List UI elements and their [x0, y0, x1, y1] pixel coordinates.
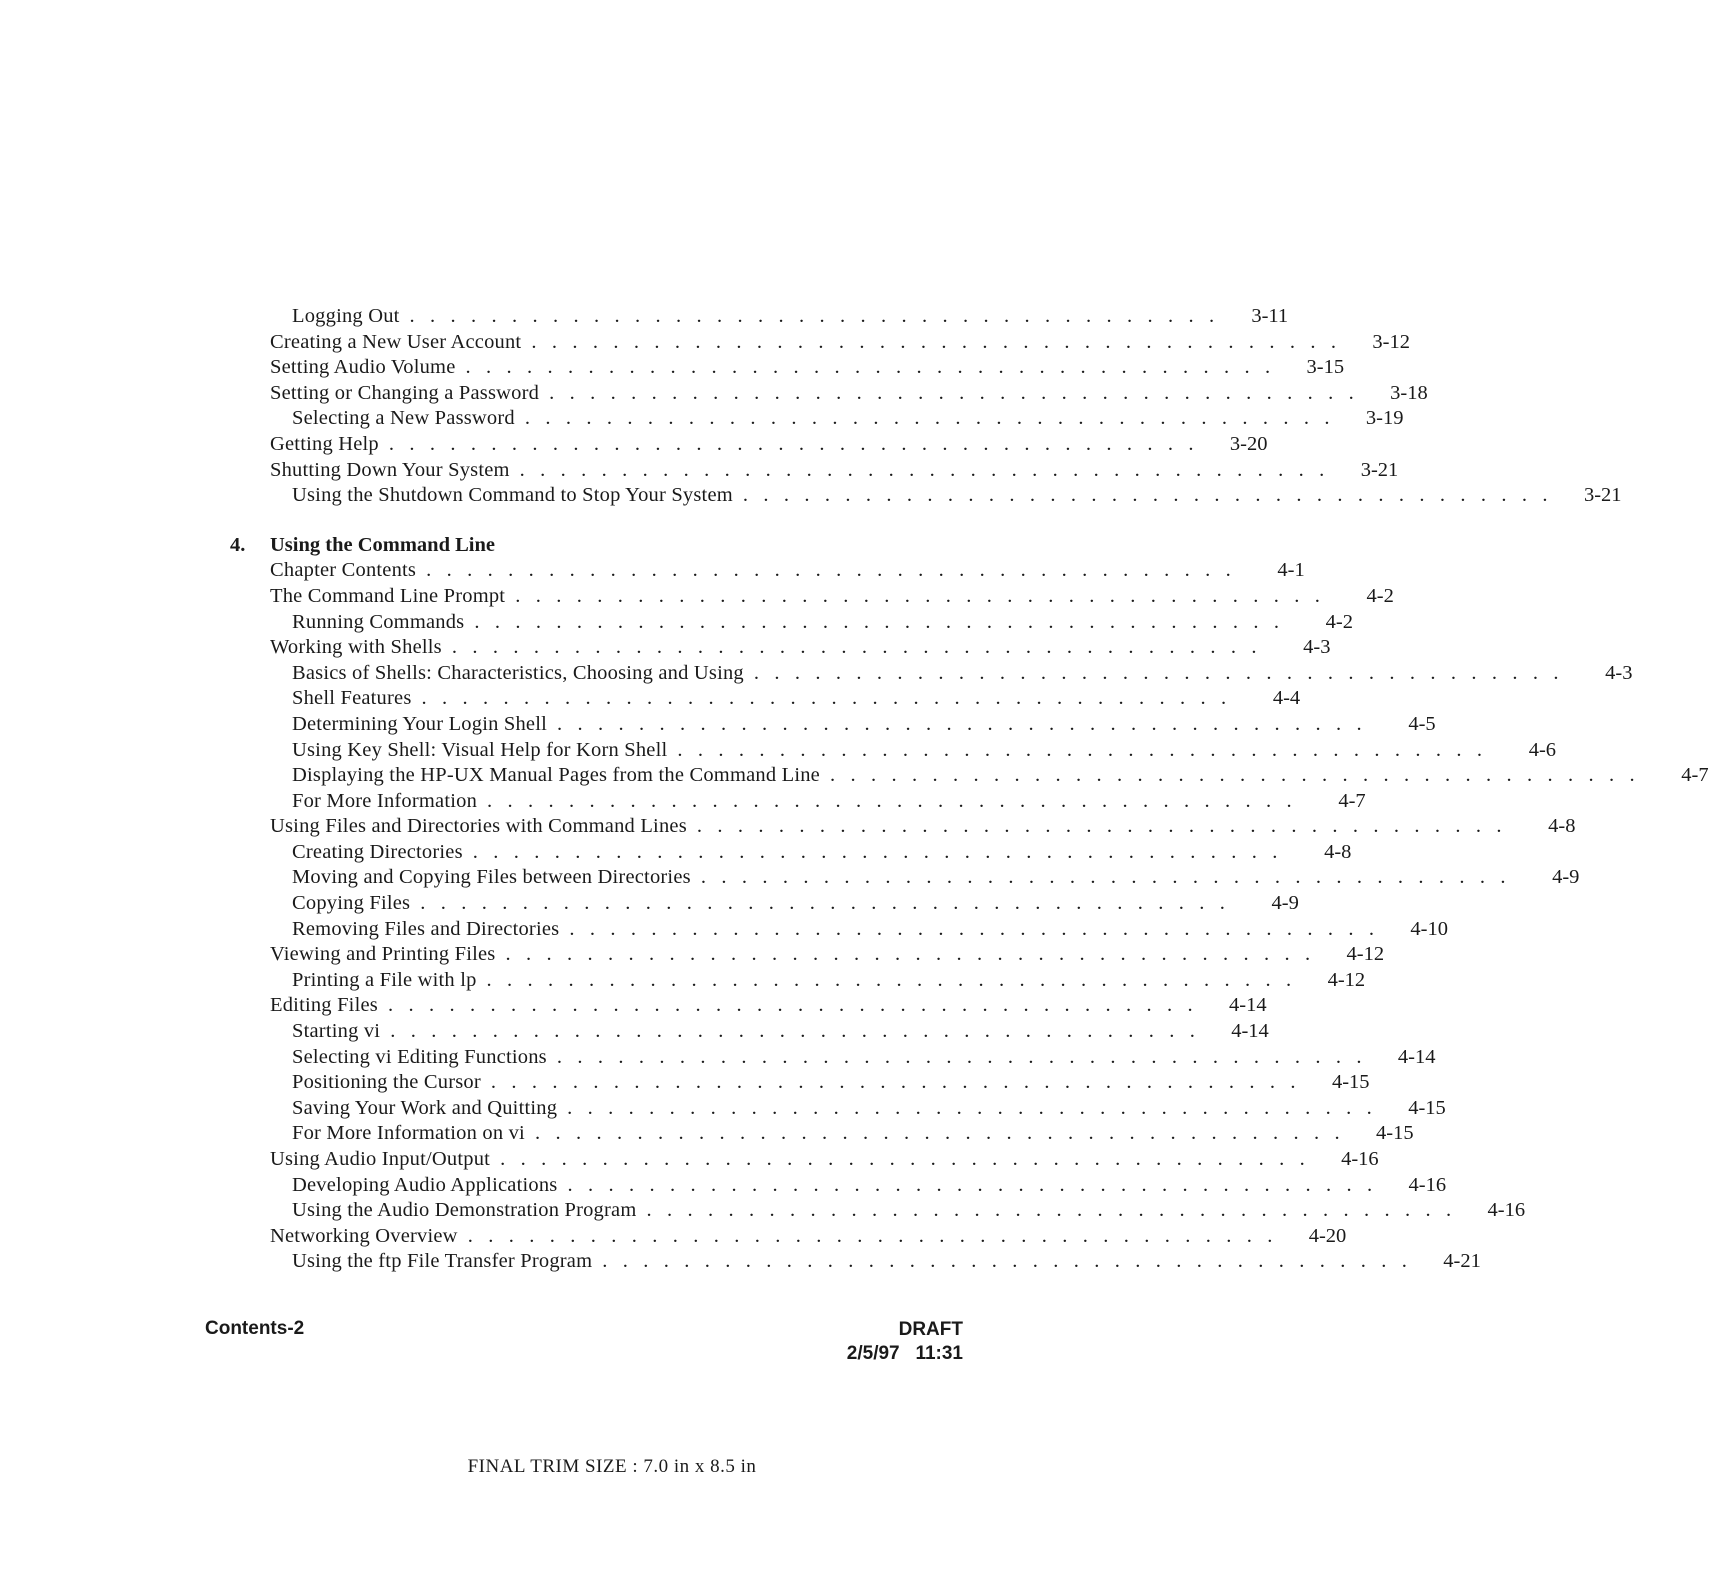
toc-entry-page: 3-20 [1229, 432, 1268, 455]
dot-leader: . . . . . . . . . . . . . . . . . . . . . . . . . . . . . . . . . . . . . . . . [602, 1250, 1407, 1273]
dot-leader: . . . . . . . . . . . . . . . . . . . . . . . . . . . . . . . . . . . . . . . . [742, 484, 1548, 507]
dot-leader: . . . . . . . . . . . . . . . . . . . . . . . . . . . . . . . . . . . . . . . . [451, 636, 1257, 659]
toc-entry-page: 4-15 [1331, 1071, 1370, 1094]
dot-leader: . . . . . . . . . . . . . . . . . . . . . . . . . . . . . . . . . . . . . . . . [490, 1071, 1296, 1094]
toc-entry [230, 814, 1576, 840]
trim-size-note: FINAL TRIM SIZE : 7.0 in x 8.5 in [467, 1456, 757, 1477]
toc-entry-page: 4-15 [1408, 1096, 1446, 1119]
dot-leader: . . . . . . . . . . . . . . . . . . . . . . . . . . . . . . . . . . . . . . . . [421, 687, 1227, 710]
toc-entry [230, 1070, 1370, 1096]
toc-entry-title: Shutting Down Your System [270, 458, 520, 484]
dot-leader: . . . . . . . . . . . . . . . . . . . . . . . . . . . . . . . . . . . . . . . . [557, 712, 1362, 735]
toc-entry [230, 355, 1345, 381]
dot-leader: . . . . . . . . . . . . . . . . . . . . . . . . . . . . . . . . . . . . . . . . [388, 432, 1194, 455]
toc-entry [230, 840, 1352, 866]
toc-entry-title: Setting or Changing a Password [270, 381, 549, 407]
dot-leader: . . . . . . . . . . . . . . . . . . . . . . . . . . . . . . . . . . . . . . . . [569, 917, 1374, 940]
dot-leader: . . . . . . . . . . . . . . . . . . . . . . . . . . . . . . . . . . . . . . . . [409, 305, 1215, 327]
toc-entry [230, 432, 1268, 458]
toc-entry-title: Using the ftp File Transfer Program [292, 1249, 602, 1275]
toc-entry-page: 4-16 [1487, 1199, 1526, 1222]
toc-entry [230, 610, 1353, 636]
toc-entry-title: Printing a File with lp [292, 968, 487, 994]
toc-entry [230, 330, 1410, 356]
toc-entry [230, 661, 1633, 687]
toc-entry [230, 1121, 1414, 1147]
toc-entry [230, 789, 1366, 815]
dot-leader: . . . . . . . . . . . . . . . . . . . . . . . . . . . . . . . . . . . . . . . . [487, 789, 1292, 812]
toc-entry [230, 584, 1394, 610]
toc-entry-page: 4-6 [1528, 738, 1557, 761]
dot-leader: . . . . . . . . . . . . . . . . . . . . . . . . . . . . . . . . . . . . . . . . [426, 559, 1231, 582]
toc-section-chapter-4 [230, 558, 1709, 1275]
dot-leader: . . . . . . . . . . . . . . . . . . . . . . . . . . . . . . . . . . . . . . . . [524, 407, 1330, 430]
toc-entry-title: Viewing and Printing Files [270, 942, 505, 968]
toc-entry-title: Logging Out [292, 304, 410, 330]
toc-entry-page: 4-12 [1327, 968, 1366, 991]
chapter-title: Using the Command Line [270, 533, 495, 556]
toc-entry-page: 4-3 [1303, 636, 1331, 659]
toc-entry-page: 3-18 [1390, 381, 1428, 404]
toc-entry-page: 4-14 [1397, 1045, 1436, 1068]
toc-entry-page: 3-19 [1365, 407, 1404, 430]
dot-leader: . . . . . . . . . . . . . . . . . . . . . . . . . . . . . . . . . . . . . . . . [465, 356, 1271, 379]
toc-entry [230, 635, 1331, 661]
draft-label: DRAFT [898, 1319, 963, 1340]
toc-entry [230, 458, 1399, 484]
toc-entry-page: 4-8 [1324, 840, 1352, 863]
chapter-heading [230, 533, 965, 559]
toc-entry-page: 4-1 [1277, 559, 1305, 582]
toc-entry [230, 942, 1385, 968]
toc-entry-page: 4-14 [1229, 994, 1267, 1017]
dot-leader: . . . . . . . . . . . . . . . . . . . . . . . . . . . . . . . . . . . . . . . . [474, 610, 1279, 633]
toc-entry-title: Developing Audio Applications [292, 1173, 567, 1199]
draft-datetime: 2/5/97 11:31 [846, 1343, 963, 1364]
dot-leader: . . . . . . . . . . . . . . . . . . . . . . . . . . . . . . . . . . . . . . . . [549, 381, 1354, 404]
toc-entry [230, 968, 1366, 994]
toc-entry-title: Using the Shutdown Command to Stop Your System [292, 483, 743, 509]
dot-leader: . . . . . . . . . . . . . . . . . . . . . . . . . . . . . . . . . . . . . . . . [753, 661, 1559, 684]
dot-leader: . . . . . . . . . . . . . . . . . . . . . . . . . . . . . . . . . . . . . . . . [677, 738, 1483, 761]
dot-leader: . . . . . . . . . . . . . . . . . . . . . . . . . . . . . . . . . . . . . . . . [420, 892, 1225, 915]
toc-entry [230, 763, 1709, 789]
toc-entry-title: Using the Audio Demonstration Program [292, 1198, 646, 1224]
toc-entry-title: Shell Features [292, 686, 422, 712]
toc-entry [230, 738, 1557, 764]
toc-entry [230, 1198, 1526, 1224]
toc-entry-page: 4-12 [1346, 943, 1385, 966]
toc-entry [230, 917, 1448, 943]
toc-entry-title: For More Information [292, 789, 487, 815]
toc-entry [230, 712, 1436, 738]
toc-entry-page: 3-11 [1251, 305, 1289, 327]
toc-entry-title: Displaying the HP-UX Manual Pages from the Command Line [292, 763, 830, 789]
dot-leader: . . . . . . . . . . . . . . . . . . . . . . . . . . . . . . . . . . . . . . . . [534, 1122, 1340, 1145]
dot-leader: . . . . . . . . . . . . . . . . . . . . . . . . . . . . . . . . . . . . . . . . [519, 458, 1325, 481]
dot-leader: . . . . . . . . . . . . . . . . . . . . . . . . . . . . . . . . . . . . . . . . [829, 764, 1635, 787]
toc-entry-page: 3-12 [1372, 330, 1410, 353]
toc-entry-title: Selecting vi Editing Functions [292, 1045, 557, 1071]
toc-entry [230, 865, 1580, 891]
toc-entry-title: Setting Audio Volume [270, 355, 466, 381]
dot-leader: . . . . . . . . . . . . . . . . . . . . . . . . . . . . . . . . . . . . . . . . [696, 815, 1502, 838]
toc-entry-title: Saving Your Work and Quitting [292, 1096, 567, 1122]
toc-entry [230, 686, 1301, 712]
dot-leader: . . . . . . . . . . . . . . . . . . . . . . . . . . . . . . . . . . . . . . . . [700, 866, 1506, 889]
toc-entry-title: For More Information on vi [292, 1121, 535, 1147]
toc-entry [230, 483, 1622, 509]
page-label: Contents-2 [205, 1318, 305, 1339]
toc-entry-title: Using Audio Input/Output [270, 1147, 500, 1173]
toc-entry [230, 1224, 1347, 1250]
dot-leader: . . . . . . . . . . . . . . . . . . . . . . . . . . . . . . . . . . . . . . . . [505, 943, 1311, 966]
toc-entry-title: Creating Directories [292, 840, 473, 866]
toc-entry-title: Getting Help [270, 432, 389, 458]
dot-leader: . . . . . . . . . . . . . . . . . . . . . . . . . . . . . . . . . . . . . . . . [646, 1199, 1452, 1222]
toc-entry-page: 3-15 [1306, 356, 1345, 379]
toc-entry-title: Using Key Shell: Visual Help for Korn Shell [292, 738, 677, 764]
toc-entry [230, 1096, 1446, 1122]
dot-leader: . . . . . . . . . . . . . . . . . . . . . . . . . . . . . . . . . . . . . . . . [486, 968, 1292, 991]
toc-entry-page: 4-7 [1681, 764, 1709, 787]
toc-entry-page: 4-15 [1376, 1122, 1414, 1145]
toc-entry-page: 4-8 [1548, 815, 1576, 838]
toc-entry-page: 4-9 [1271, 892, 1299, 915]
toc-entry-page: 4-9 [1552, 866, 1580, 889]
toc-entry-page: 4-5 [1408, 712, 1436, 735]
toc-entry [230, 891, 1299, 917]
toc-entry-title: Determining Your Login Shell [292, 712, 557, 738]
toc-entry-title: Using Files and Directories with Command Lines [270, 814, 697, 840]
toc-entry-page: 4-2 [1366, 584, 1394, 607]
toc-entry-page: 4-20 [1308, 1224, 1347, 1247]
dot-leader: . . . . . . . . . . . . . . . . . . . . . . . . . . . . . . . . . . . . . . . . [472, 840, 1278, 863]
toc-entry-page: 4-16 [1341, 1148, 1379, 1170]
dot-leader: . . . . . . . . . . . . . . . . . . . . . . . . . . . . . . . . . . . . . . . . [387, 994, 1193, 1017]
toc-entry [230, 1045, 1436, 1071]
chapter-number: 4. [230, 533, 246, 556]
toc-entry [230, 304, 1289, 330]
dot-leader: . . . . . . . . . . . . . . . . . . . . . . . . . . . . . . . . . . . . . . . . [390, 1020, 1195, 1043]
toc-entry-page: 3-21 [1583, 484, 1622, 507]
toc-entry-page: 3-21 [1360, 458, 1399, 481]
toc-entry-page: 4-3 [1605, 661, 1633, 684]
toc-entry-title: Removing Files and Directories [292, 917, 569, 943]
toc-entry-page: 4-2 [1325, 610, 1353, 633]
toc-entry-title: Running Commands [292, 610, 474, 636]
dot-leader: . . . . . . . . . . . . . . . . . . . . . . . . . . . . . . . . . . . . . . . . [500, 1148, 1305, 1170]
toc-entry-title: Networking Overview [270, 1224, 468, 1250]
toc-entry [230, 1249, 1481, 1275]
toc-entry-title: Working with Shells [270, 635, 452, 661]
toc-entry-page: 4-4 [1272, 687, 1301, 710]
toc-entry [230, 1173, 1447, 1199]
toc-section-chapter-3 [230, 304, 1622, 509]
toc-entry-title: Starting vi [292, 1019, 390, 1045]
toc-entry-page: 4-16 [1408, 1173, 1447, 1196]
toc-entry-title: Chapter Contents [270, 558, 426, 584]
toc-entry-title: Moving and Copying Files between Directories [292, 865, 701, 891]
toc-entry-title: Copying Files [292, 891, 420, 917]
draft-stamp [847, 1318, 963, 1366]
toc-entry-page: 4-7 [1338, 789, 1366, 812]
dot-leader: . . . . . . . . . . . . . . . . . . . . . . . . . . . . . . . . . . . . . . . . [567, 1173, 1373, 1196]
toc-entry [230, 558, 1305, 584]
toc-entry-title: Selecting a New Password [292, 406, 525, 432]
toc-entry [230, 381, 1428, 407]
toc-entry [230, 1019, 1269, 1045]
dot-leader: . . . . . . . . . . . . . . . . . . . . . . . . . . . . . . . . . . . . . . . . [567, 1096, 1372, 1119]
toc-entry-page: 4-10 [1410, 917, 1448, 940]
dot-leader: . . . . . . . . . . . . . . . . . . . . . . . . . . . . . . . . . . . . . . . . [515, 584, 1320, 607]
toc-entry-title: The Command Line Prompt [270, 584, 515, 610]
dot-leader: . . . . . . . . . . . . . . . . . . . . . . . . . . . . . . . . . . . . . . . . [531, 330, 1336, 353]
toc-entry-title: Basics of Shells: Characteristics, Choosing and Using [292, 661, 754, 687]
toc-entry-page: 4-21 [1443, 1250, 1481, 1273]
dot-leader: . . . . . . . . . . . . . . . . . . . . . . . . . . . . . . . . . . . . . . . . [556, 1045, 1362, 1068]
dot-leader: . . . . . . . . . . . . . . . . . . . . . . . . . . . . . . . . . . . . . . . . [467, 1224, 1273, 1247]
toc-entry [230, 406, 1404, 432]
table-of-contents [230, 304, 1709, 1275]
toc-entry [230, 993, 1267, 1019]
toc-entry-title: Positioning the Cursor [292, 1070, 491, 1096]
toc-entry [230, 1147, 1379, 1173]
toc-entry-title: Creating a New User Account [270, 330, 531, 356]
toc-entry-page: 4-14 [1231, 1020, 1269, 1043]
toc-entry-title: Editing Files [270, 993, 388, 1019]
